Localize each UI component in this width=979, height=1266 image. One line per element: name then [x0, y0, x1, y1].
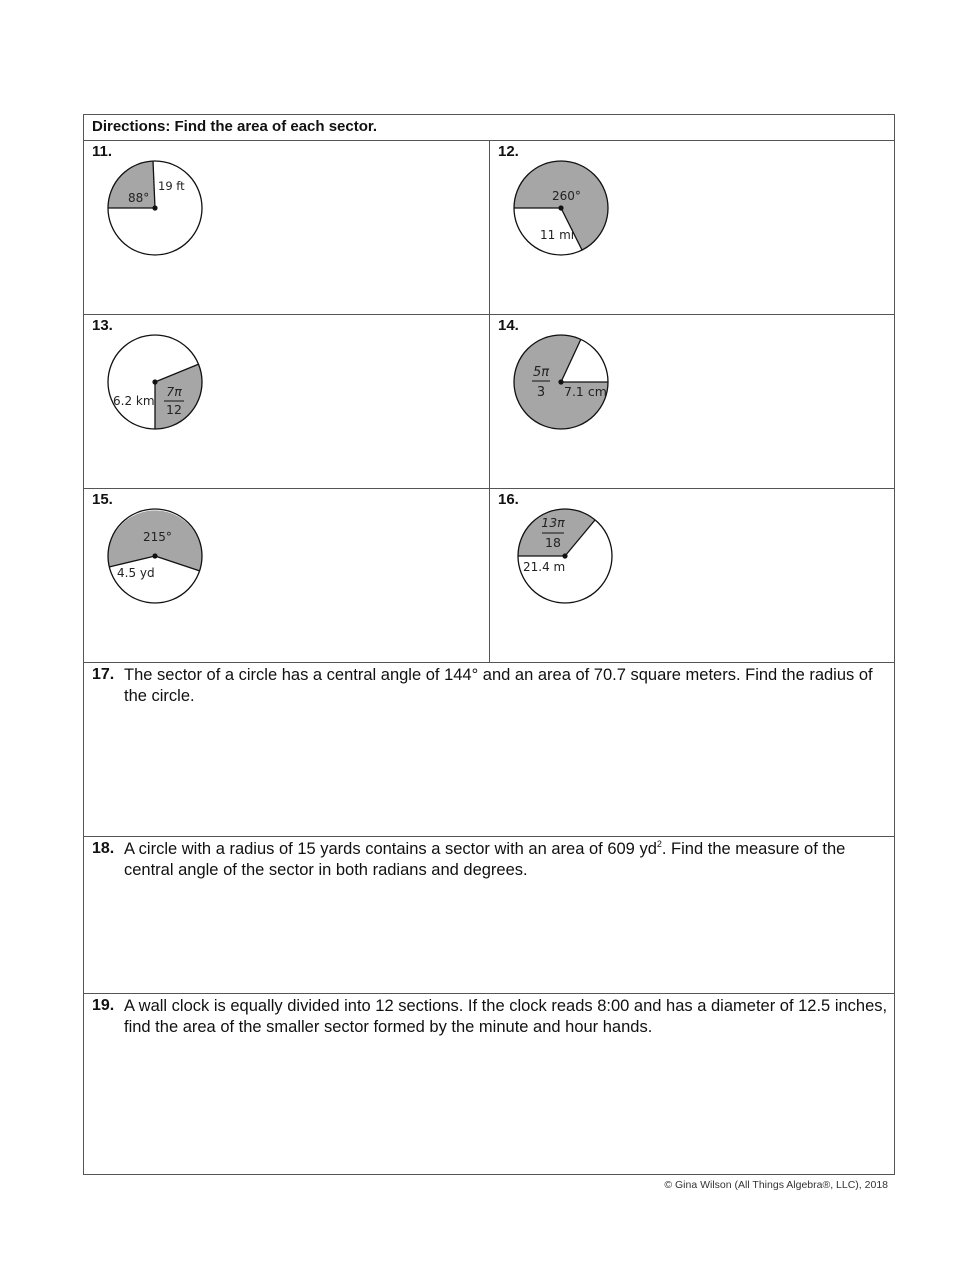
problem-12-cell [490, 141, 894, 315]
problem-15-diagram [84, 489, 489, 662]
angle-label: 215° [143, 530, 172, 544]
problem-11-diagram [84, 141, 489, 314]
radius-label: 21.4 m [523, 560, 566, 574]
angle-numerator: 13π [541, 515, 565, 530]
problem-13-diagram [84, 315, 489, 488]
problem-13-cell [84, 315, 490, 489]
problem-14-cell [490, 315, 894, 489]
problem-number: 14. [498, 317, 519, 334]
problem-number: 18. [92, 840, 115, 857]
radius-label: 11 mi [540, 228, 575, 242]
radius-label: 7.1 cm [564, 384, 607, 399]
problem-19-row [84, 994, 894, 1174]
problem-number: 11. [92, 143, 113, 160]
problem-11-cell [84, 141, 490, 315]
angle-label: 88° [128, 191, 150, 205]
angle-denominator: 12 [166, 402, 182, 417]
radius-label: 6.2 km [113, 394, 155, 408]
worksheet-table [83, 114, 895, 1175]
problem-number: 19. [92, 997, 115, 1014]
problem-15-cell [84, 489, 490, 663]
problem-number: 15. [92, 491, 113, 508]
problem-number: 12. [498, 143, 519, 160]
radius-label: 19 ft [158, 179, 185, 193]
problem-16-diagram [490, 489, 894, 662]
problem-14-diagram [490, 315, 894, 488]
problem-text: A wall clock is equally divided into 12 sections. If the clock reads 8:00 and has a diameter of 12.5 inches, find the area of the smaller sector formed by the minute and hour hands. [124, 997, 888, 1036]
angle-numerator: 5π [532, 365, 550, 380]
problem-text: A circle with a radius of 15 yards contains a sector with an area of 609 $yd^2$. Find the measure of the central angle of the sector in both radians and degrees. [124, 839, 846, 879]
angle-numerator: 7π [166, 384, 182, 399]
problem-17-row [84, 663, 894, 837]
problem-18-row [84, 837, 894, 994]
problem-12-diagram [490, 141, 894, 314]
radius-label: 4.5 yd [117, 566, 155, 580]
problem-16-cell [490, 489, 894, 663]
angle-label: 260° [552, 189, 581, 203]
copyright-footer: © Gina Wilson (All Things Algebra®, LLC), 2018 [664, 1179, 888, 1191]
angle-denominator: 18 [545, 535, 561, 550]
problem-number: 17. [92, 666, 115, 683]
angle-denominator: 3 [536, 385, 546, 400]
problem-text: The sector of a circle has a central angle of 144° and an area of 70.7 square meters. Find the radius of the circle. [124, 666, 873, 705]
problem-number: 13. [92, 317, 113, 334]
directions-text: Directions: Find the area of each sector. [92, 118, 378, 135]
problem-number: 16. [498, 491, 519, 508]
directions-row [84, 115, 894, 141]
